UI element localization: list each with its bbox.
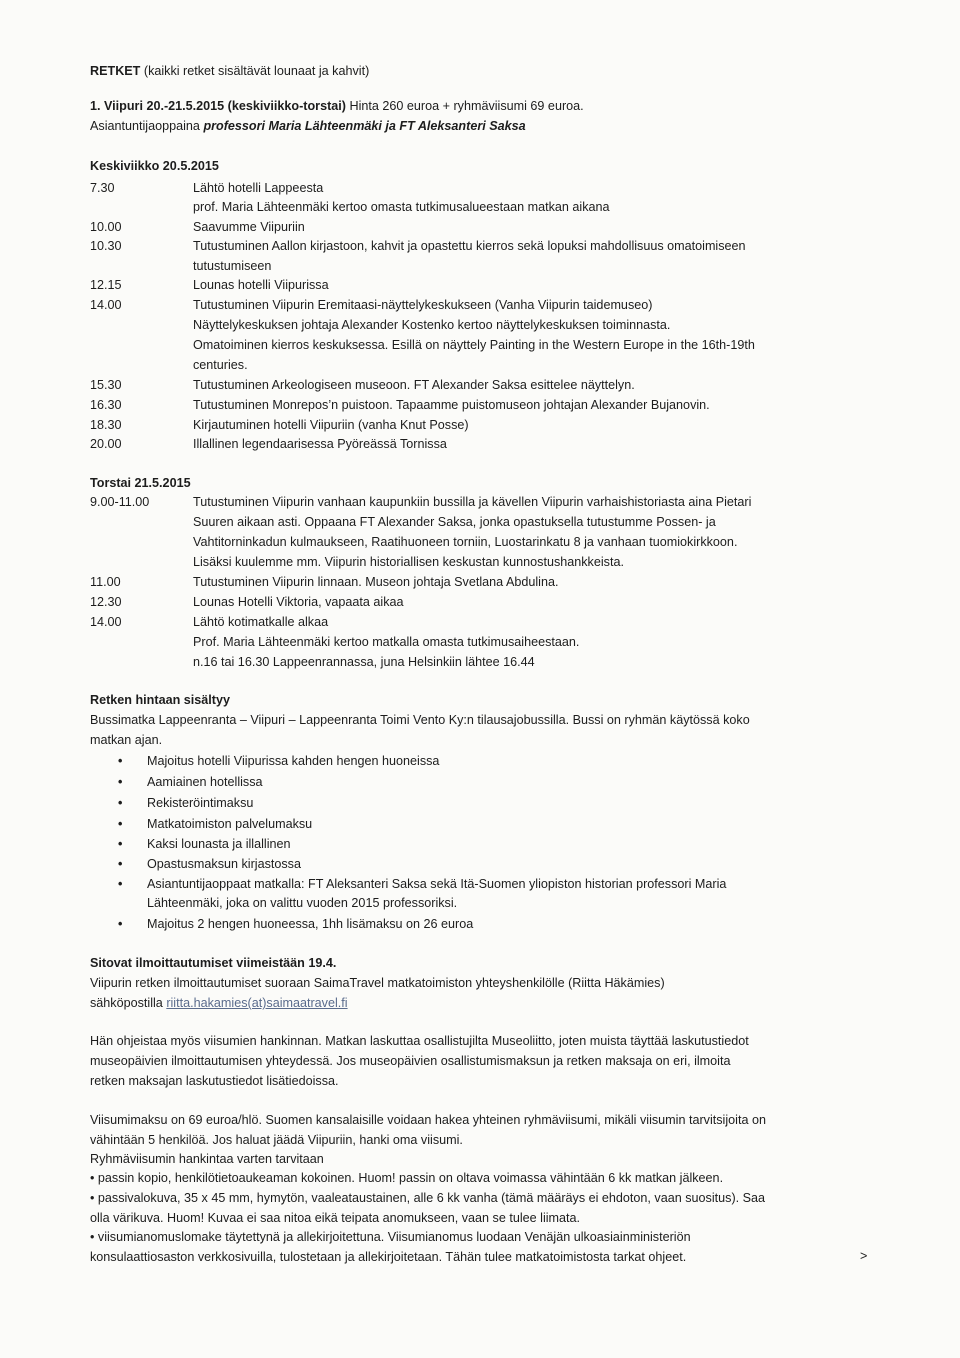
schedule-text: Vahtitorninkadun kulmaukseen, Raatihuoneen torniin, Luostarinkatu 8 ja vanhaan tuomiokirkkoon. — [193, 535, 738, 549]
schedule-time: 16.30 — [90, 398, 122, 412]
schedule-text: prof. Maria Lähteenmäki kertoo omasta tutkimusalueestaan matkan aikana — [193, 200, 610, 214]
guides-line — [90, 118, 526, 134]
day2-heading: Torstai 21.5.2015 — [90, 476, 191, 490]
bullet-marker: • — [118, 775, 123, 789]
bullet-marker: • — [118, 754, 123, 768]
schedule-text: tutustumiseen — [193, 259, 272, 273]
registration-text: Viipurin retken ilmoittautumiset suoraan SaimaTravel matkatoimiston yhteyshenkilölle (Riitta Häkämies) — [90, 976, 665, 990]
schedule-time: 10.30 — [90, 239, 122, 253]
included-intro: Bussimatka Lappeenranta – Viipuri – Lappeenranta Toimi Vento Ky:n tilausajobussilla. Bussi on ryhmän käytössä koko — [90, 713, 750, 727]
registration-heading: Sitovat ilmoittautumiset viimeistään 19.4. — [90, 956, 337, 970]
schedule-text: Tutustuminen Aallon kirjastoon, kahvit ja opastettu kierros sekä lopuksi mahdollisuus omatoimiseen — [193, 239, 746, 253]
schedule-text: Tutustuminen Viipurin vanhaan kaupunkiin bussilla ja kävellen Viipurin varhaishistoriasta aina Pietari — [193, 495, 752, 509]
visa-requirement: • passin kopio, henkilötietoaukeaman kokoinen. Huom! passin on oltava voimassa vähintään 6 kk matkan jälkeen. — [90, 1171, 724, 1185]
page-title: RETKET — [90, 64, 141, 78]
schedule-time: 12.15 — [90, 278, 122, 292]
schedule-time: 12.30 — [90, 595, 122, 609]
billing-text: Hän ohjeistaa myös viisumien hankinnan. Matkan laskuttaa osallistujilta Museoliitto, joten muista täyttää laskutustiedot — [90, 1034, 749, 1048]
schedule-time: 14.00 — [90, 615, 122, 629]
included-heading: Retken hintaan sisältyy — [90, 693, 230, 707]
schedule-text: Lähtö hotelli Lappeesta — [193, 181, 324, 195]
included-intro: matkan ajan. — [90, 733, 163, 747]
schedule-text: Tutustuminen Arkeologiseen museoon. FT Alexander Saksa esittelee näyttelyn. — [193, 378, 635, 392]
schedule-time: 9.00-11.00 — [90, 495, 150, 509]
bullet-marker: • — [118, 837, 123, 851]
day1-heading: Keskiviikko 20.5.2015 — [90, 159, 219, 173]
bullet-marker: • — [118, 877, 123, 891]
trip-title: 1. Viipuri 20.-21.5.2015 (keskiviikko-torstai) — [90, 99, 346, 113]
schedule-text: n.16 tai 16.30 Lappeenrannassa, juna Helsinkiin lähtee 16.44 — [193, 655, 535, 669]
schedule-text: Omatoiminen kierros keskuksessa. Esillä on näyttely Painting in the Western Europe in the 16th-19th — [193, 338, 755, 352]
schedule-text: Lounas Hotelli Viktoria, vapaata aikaa — [193, 595, 404, 609]
included-item: Asiantuntijaoppaat matkalla: FT Aleksanteri Saksa sekä Itä-Suomen yliopiston historian professori Maria — [147, 877, 727, 891]
schedule-time: 15.30 — [90, 378, 122, 392]
guides-names: professori Maria Lähteenmäki ja FT Aleksanteri Saksa — [203, 119, 526, 133]
trip-price: Hinta 260 euroa + ryhmäviisumi 69 euroa. — [349, 99, 584, 113]
schedule-text: Lisäksi kuulemme mm. Viipurin historiallisen keskustan kunnostushankkeista. — [193, 555, 624, 569]
visa-text: Ryhmäviisumin hankintaa varten tarvitaan — [90, 1152, 324, 1166]
schedule-time: 18.30 — [90, 418, 122, 432]
included-item: Majoitus hotelli Viipurissa kahden hengen huoneissa — [147, 754, 440, 768]
included-item: Matkatoimiston palvelumaksu — [147, 817, 313, 831]
visa-text: vähintään 5 henkilöä. Jos haluat jäädä Viipuriin, hanki oma viisumi. — [90, 1133, 463, 1147]
schedule-text: Tutustuminen Monrepos’n puistoon. Tapaamme puistomuseon johtajan Alexander Bujanovin. — [193, 398, 710, 412]
included-item: Lähteenmäki, joka on valittu vuoden 2015 professoriksi. — [147, 896, 458, 910]
email-link[interactable]: riitta.hakamies(at)saimaatravel.fi — [166, 996, 348, 1010]
visa-requirement: konsulaattiosaston verkkosivuilla, tulostetaan ja allekirjoitetaan. Tähän tulee matkatoimistosta tarkat ohjeet. — [90, 1250, 687, 1264]
next-page-arrow-icon: > — [860, 1249, 868, 1263]
included-item: Majoitus 2 hengen huoneessa, 1hh lisämaksu on 26 euroa — [147, 917, 474, 931]
billing-text: museopäivien ilmoittautumisen yhteydessä. Jos museopäivien osallistumismaksun ja retken maksaja on eri, ilmoita — [90, 1054, 731, 1068]
schedule-time: 14.00 — [90, 298, 122, 312]
included-item: Rekisteröintimaksu — [147, 796, 254, 810]
bullet-marker: • — [118, 917, 123, 931]
schedule-text: Illallinen legendaarisessa Pyöreässä Tornissa — [193, 437, 447, 451]
schedule-time: 20.00 — [90, 437, 122, 451]
page-title-note: (kaikki retket sisältävät lounaat ja kahvit) — [143, 64, 370, 78]
visa-requirement: olla värikuva. Huom! Kuvaa ei saa nitoa eikä teipata anomukseen, vaan se tulee liimata. — [90, 1211, 581, 1225]
schedule-text: Saavumme Viipuriin — [193, 220, 305, 234]
billing-text: retken maksajan laskutustiedot lisätiedoissa. — [90, 1074, 339, 1088]
email-label: sähköpostilla — [90, 996, 163, 1010]
bullet-marker: • — [118, 817, 123, 831]
schedule-time: 10.00 — [90, 220, 122, 234]
visa-text: Viisumimaksu on 69 euroa/hlö. Suomen kansalaisille voidaan hakea yhteinen ryhmäviisumi, mikäli viisumin tarvitsijoita on — [90, 1113, 766, 1127]
schedule-time: 11.00 — [90, 575, 121, 589]
schedule-text: Prof. Maria Lähteenmäki kertoo matkalla omasta tutkimusaiheestaan. — [193, 635, 580, 649]
guides-prefix: Asiantuntijaoppaina — [90, 119, 200, 133]
bullet-marker: • — [118, 857, 123, 871]
included-item: Kaksi lounasta ja illallinen — [147, 837, 291, 851]
schedule-text: Suuren aikaan asti. Oppaana FT Alexander Saksa, jonka opastuksella tutustumme Possen- ja — [193, 515, 716, 529]
included-item: Aamiainen hotellissa — [147, 775, 263, 789]
schedule-text: Lounas hotelli Viipurissa — [193, 278, 329, 292]
page-title-line — [90, 63, 369, 79]
schedule-text: centuries. — [193, 358, 248, 372]
schedule-time: 7.30 — [90, 181, 115, 195]
registration-email-line — [90, 995, 348, 1011]
bullet-marker: • — [118, 796, 123, 810]
schedule-text: Näyttelykeskuksen johtaja Alexander Kostenko kertoo näyttelykeskuksen toiminnasta. — [193, 318, 671, 332]
schedule-text: Kirjautuminen hotelli Viipuriin (vanha Knut Posse) — [193, 418, 469, 432]
visa-requirement: • viisumianomuslomake täytettynä ja allekirjoitettuna. Viisumianomus luodaan Venäjän ulkoasiainministeriön — [90, 1230, 691, 1244]
schedule-text: Tutustuminen Viipurin linnaan. Museon johtaja Svetlana Abdulina. — [193, 575, 559, 589]
trip-title-line — [90, 98, 584, 114]
schedule-text: Lähtö kotimatkalle alkaa — [193, 615, 329, 629]
visa-requirement: • passivalokuva, 35 x 45 mm, hymytön, vaaleataustainen, alle 6 kk vanha (tämä määräys ei ehdoton, vaan suositus). Saa — [90, 1191, 766, 1205]
schedule-text: Tutustuminen Viipurin Eremitaasi-näyttelykeskukseen (Vanha Viipurin taidemuseo) — [193, 298, 653, 312]
included-item: Opastusmaksun kirjastossa — [147, 857, 301, 871]
